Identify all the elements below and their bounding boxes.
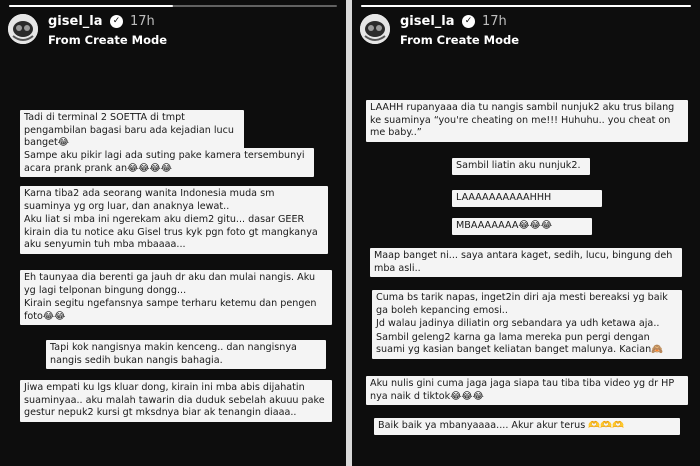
story-text-box: [452, 158, 590, 175]
story-text-line: MBAAAAAAA😂😂😂: [456, 220, 553, 231]
story-text-line: Sambil geleng2 karna ga lama mereka pun pergi dengan suami yg kasian banget keliatan banget malunya. Kacian🙈: [376, 331, 664, 356]
story-text-box: [366, 100, 688, 142]
story-text-line: Kirain segitu ngefansnya sampe terharu ketemu dan pengen foto😂😂: [24, 298, 317, 322]
username[interactable]: gisel_la: [48, 14, 103, 29]
avatar-image-icon: [360, 14, 390, 44]
avatar[interactable]: [360, 14, 390, 44]
story-text-line: Tadi di terminal 2 SOETTA di tmpt pengambilan bagasi baru ada kejadian lucu banget😂: [24, 112, 234, 149]
story-text-line: Cuma bs tarik napas, inget2in diri aja mesti bereaksi yg baik ga boleh kepancing emosi..: [376, 292, 668, 316]
story-text-box: [20, 186, 328, 254]
create-mode-label[interactable]: From Create Mode: [48, 33, 168, 47]
story-text-line: Aku nulis gini cuma jaga jaga siapa tau tiba tiba video yg dr HP nya naik d tiktok😂😂😂: [370, 378, 675, 402]
story-progress-bar: [361, 5, 691, 7]
story-text-box: [372, 290, 682, 359]
create-mode-label[interactable]: From Create Mode: [400, 33, 520, 47]
story-text-box: [452, 190, 602, 207]
avatar[interactable]: [8, 14, 38, 44]
story-progress-bar: [9, 5, 337, 7]
story-text-line: Sambil liatin aku nunjuk2.: [456, 160, 581, 171]
story-header: [8, 12, 338, 50]
story-text-box: [366, 376, 688, 405]
story-text-line: Sampe aku pikir lagi ada suting pake kamera tersembunyi acara prank prank an😂😂😂😂: [24, 150, 305, 174]
story-text-line: Karna tiba2 ada seorang wanita Indonesia muda sm suaminya yg org luar, dan anaknya lewat..: [24, 188, 275, 212]
story-text-line: Jiwa empati ku lgs kluar dong, kirain ini mba abis dijahatin suaminyaa.. aku malah tawarin dia duduk sebelah akuuu pake gestur nepuk2 kursi gt mksdnya biar ak tenangin diaaa..: [24, 382, 325, 419]
username[interactable]: gisel_la: [400, 14, 455, 29]
story-text-box: [452, 218, 592, 235]
story-text-line: LAAAAAAAAAAHHH: [456, 192, 552, 203]
story-panel-right[interactable]: [352, 0, 700, 466]
avatar-image-icon: [8, 14, 38, 44]
story-header: [360, 12, 692, 50]
story-text-box: [20, 110, 244, 152]
story-text-line: Aku liat si mba ini ngerekam aku diem2 gitu... dasar GEER kirain dia tu notice aku Gisel trus kyk pgn foto gt mangkanya aku senyumin tuh mba mbaaaa...: [24, 214, 318, 251]
story-text-box: [20, 270, 332, 325]
story-text-line: Baik baik ya mbanyaaaa.... Akur akur terus 🫶🫶🫶: [378, 420, 625, 431]
post-time: 17h: [130, 14, 155, 29]
story-text-box: [374, 418, 680, 435]
verified-badge-icon: ✓: [110, 15, 123, 28]
verified-badge-icon: ✓: [462, 15, 475, 28]
story-text-line: LAAHH rupanyaaa dia tu nangis sambil nunjuk2 aku trus bilang ke suaminya “you're cheating on me!!! Huhuhu.. you cheat on me baby..”: [370, 102, 675, 139]
story-progress-fill: [9, 5, 173, 7]
story-text-line: Maap banget ni... saya antara kaget, sedih, lucu, bingung deh mba asli..: [374, 250, 673, 274]
story-text-line: Tapi kok nangisnya makin kenceng.. dan nangisnya nangis sedih bukan nangis bahagia.: [50, 342, 297, 366]
story-text-box: [370, 248, 682, 277]
story-text-box: [20, 148, 314, 177]
story-text-box: [46, 340, 326, 369]
story-text-line: Eh taunyaa dia berenti ga jauh dr aku dan mulai nangis. Aku yg lagi telponan bingung dongg...: [24, 272, 316, 296]
story-panel-left[interactable]: [0, 0, 346, 466]
story-progress-fill: [361, 5, 691, 7]
story-text-box: [20, 380, 332, 422]
story-text-line: Jd walau jadinya diliatin org sebandara ya udh ketawa aja..: [376, 318, 660, 330]
post-time: 17h: [482, 14, 507, 29]
